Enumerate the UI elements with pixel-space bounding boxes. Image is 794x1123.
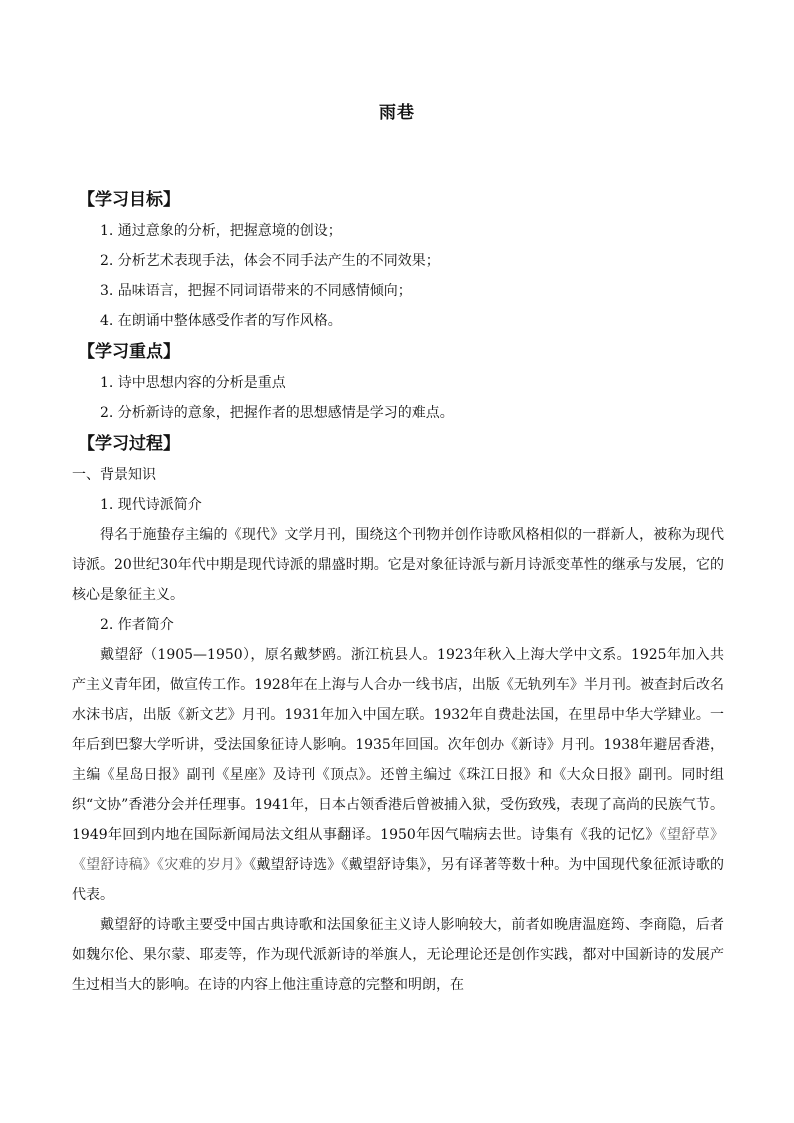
subsection-title-modern-poetry: 1. 现代诗派简介 [100, 497, 202, 513]
heading-keypoints: 【学习重点】 [78, 342, 180, 362]
keypoint-item: 2. 分析新诗的意象，把握作者的思想感情是学习的难点。 [100, 405, 454, 421]
objective-item: 4. 在朗诵中整体感受作者的写作风格。 [100, 313, 342, 329]
paragraph-modern-poetry: 得名于施蛰存主编的《现代》文学月刊，围绕这个刊物并创作诗歌风格相似的一群新人，被称为现代诗派。20世纪30年代中期是现代诗派的鼎盛时期。它是对象征诗派与新月诗派变革性的继承与发展，它的核心是象征主义。 [72, 527, 724, 603]
objective-item: 3. 品味语言，把握不同词语带来的不同感情倾向； [100, 283, 412, 299]
part-title-background: 一、背景知识 [72, 467, 156, 483]
author-bio-works: 《望舒草》《望舒诗稿》《灾难的岁月》 [72, 827, 724, 873]
keypoint-item: 1. 诗中思想内容的分析是重点 [100, 375, 286, 391]
objective-item: 2. 分析艺术表现手法，体会不同手法产生的不同效果； [100, 253, 440, 269]
author-bio-text-end: 《戴望舒诗选》《戴望舒诗集》，另有译著等数十种。为中国现代象征派诗歌的代表。 [72, 857, 725, 903]
objective-item: 1. 通过意象的分析，把握意境的创设； [100, 223, 342, 239]
heading-objectives: 【学习目标】 [78, 190, 180, 210]
paragraph-author-bio [72, 640, 724, 910]
heading-process: 【学习过程】 [78, 434, 180, 454]
subsection-title-author: 2. 作者简介 [100, 617, 174, 633]
document-body [72, 184, 724, 1000]
paragraph-author-influence: 戴望舒的诗歌主要受中国古典诗歌和法国象征主义诗人影响较大，前者如晚唐温庭筠、李商隐，后者如魏尔伦、果尔蒙、耶麦等，作为现代派新诗的举旗人，无论理论还是创作实践，都对中国新诗的发展产生过相当大的影响。在诗的内容上他注重诗意的完整和明朗，在 [72, 917, 724, 993]
page-title: 雨巷 [379, 103, 415, 123]
author-bio-text: 戴望舒（1905—1950），原名戴梦鸥。浙江杭县人。1923年秋入上海大学中文系。1925年加入共产主义青年团，做宣传工作。1928年在上海与人合办一线书店，出版《无轨列车》半月刊。被查封后改名水沫书店，出版《新文艺》月刊。1931年加入中国左联。1932年自费赴法国，在里昂中华大学肄业。一年后到巴黎大学听讲，受法国象征诗人影响。1935年回国。次年创办《新诗》月刊。1938年避居香港，主编《星岛日报》副刊《星座》及诗刊《顶点》。还曾主编过《珠江日报》和《大众日报》副刊。同时组织“文协”香港分会并任理事。1941年，日本占领香港后曾被捕入狱，受伤致残，表现了高尚的民族气节。1949年回到内地在国际新闻局法文组从事翻译。1950年因气喘病去世。诗集有《我的记忆》 [72, 647, 724, 843]
